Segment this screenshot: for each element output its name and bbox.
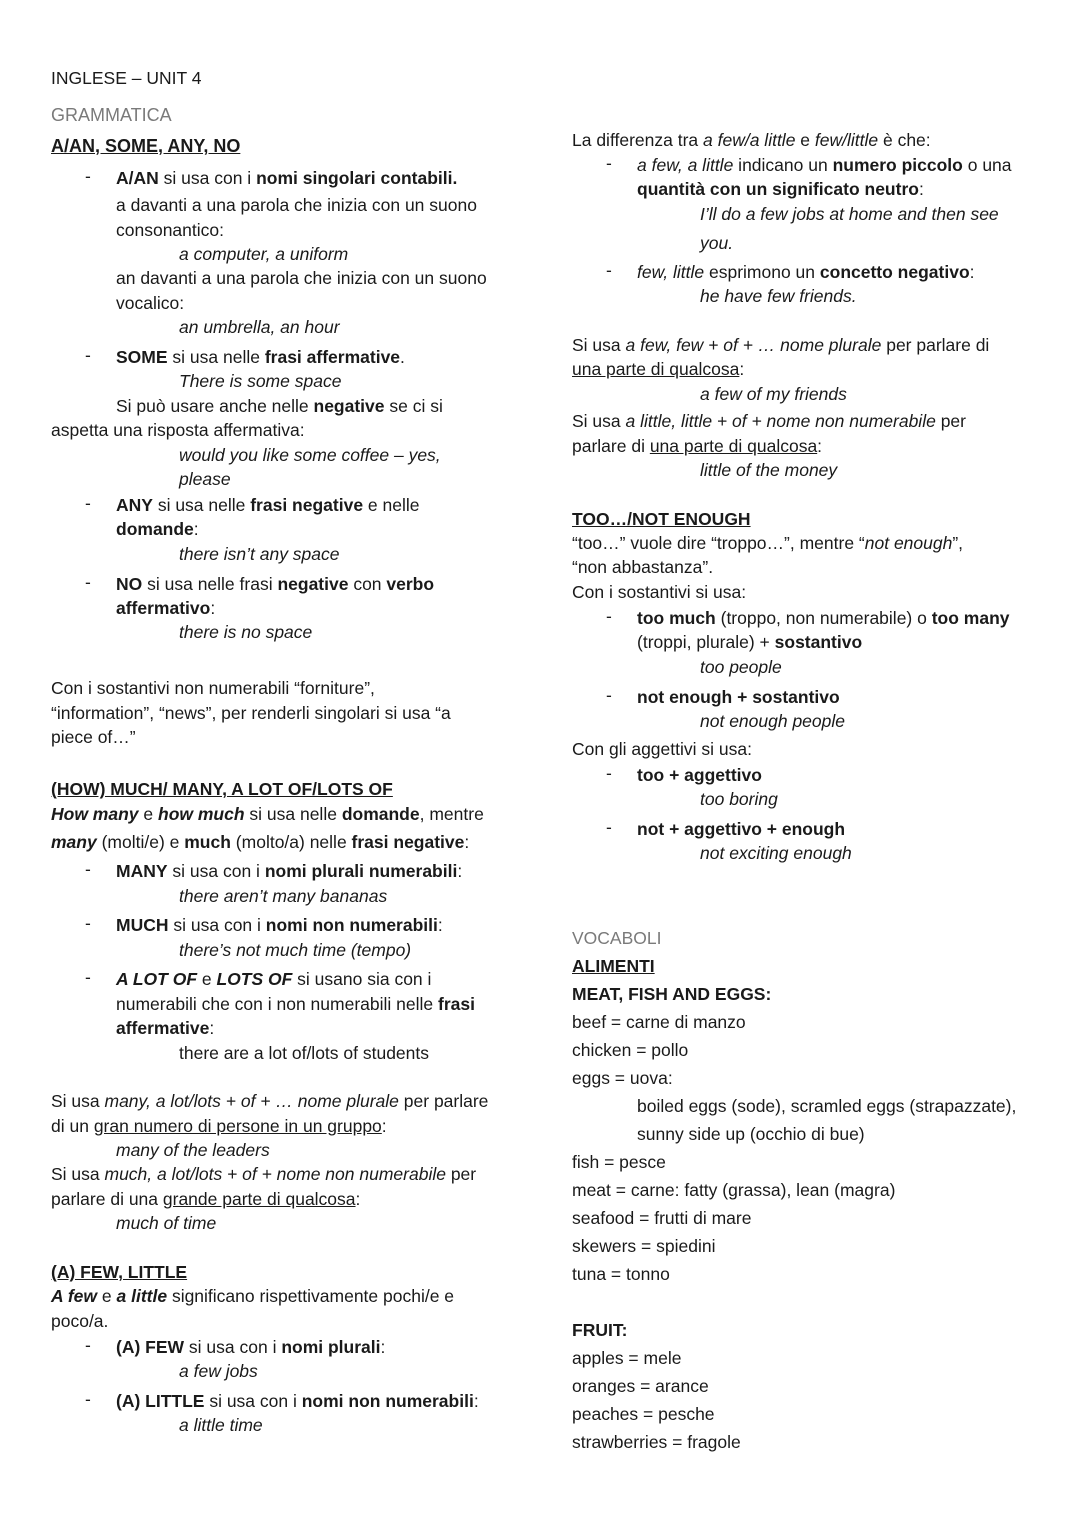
some-example2-line2: please [179, 469, 231, 489]
vocab-item: skewers = spiedini [572, 1236, 716, 1256]
diff-example2: he have few friends. [700, 286, 857, 306]
little-rule: (A) LITTLE si usa con i nomi non numerabili: [116, 1391, 479, 1411]
diff-point1-line2: quantità con un significato neutro: [637, 179, 924, 199]
too-much-many-line2: (troppi, plurale) + sostantivo [637, 632, 863, 652]
no-example: there is no space [179, 622, 313, 642]
any-rule-line2: domande: [116, 519, 199, 539]
group-note-line1: Si usa many, a lot/lots + of + … nome plurale per parlare [51, 1091, 489, 1111]
page-title: INGLESE – UNIT 4 [51, 68, 202, 88]
few-intro-line1: A few e a little significano rispettivamente pochi/e e [51, 1286, 455, 1306]
diff-point1-line1: a few, a little indicano un numero piccolo o una [637, 155, 1012, 175]
egg-types-line2: sunny side up (occhio di bue) [637, 1124, 865, 1144]
much-intro-line2: many (molti/e) e much (molto/a) nelle frasi negative: [51, 832, 470, 852]
bullet-dash: - [85, 1389, 91, 1409]
heading-aan: A/AN, SOME, ANY, NO [51, 136, 241, 156]
heading-much-many: (HOW) MUCH/ MANY, A LOT OF/LOTS OF [51, 779, 393, 799]
some-note-line2: aspetta una risposta affermativa: [51, 420, 305, 440]
bullet-dash: - [85, 345, 91, 365]
too-adj-label: Con gli aggettivi si usa: [572, 739, 752, 759]
some-example: There is some space [179, 371, 342, 391]
vocab-item: chicken = pollo [572, 1040, 689, 1060]
piece-note-line2: “information”, “news”, per renderli singolari si usa “a [51, 703, 451, 723]
group-note-line2: di un gran numero di persone in un gruppo: [51, 1116, 387, 1136]
diff-intro: La differenza tra a few/a little e few/little è che: [572, 130, 931, 150]
vocab-item: tuna = tonno [572, 1264, 670, 1284]
too-adj-rule: too + aggettivo [637, 765, 762, 785]
bullet-dash: - [606, 606, 612, 626]
few-intro-line2: poco/a. [51, 1311, 109, 1331]
little-part-example: little of the money [700, 460, 838, 480]
some-example2-line1: would you like some coffee – yes, [179, 445, 441, 465]
any-example: there isn’t any space [179, 544, 340, 564]
bullet-dash: - [85, 859, 91, 879]
bullet-dash: - [85, 166, 91, 186]
lot-example: there are a lot of/lots of students [179, 1043, 430, 1063]
vocab-item: apples = mele [572, 1348, 682, 1368]
bullet-dash: - [606, 260, 612, 280]
no-rule-line2: affermativo: [116, 598, 216, 618]
vocab-item: strawberries = fragole [572, 1432, 741, 1452]
a-rule-line2: consonantico: [116, 220, 224, 240]
few-rule: (A) FEW si usa con i nomi plurali: [116, 1337, 386, 1357]
bullet-dash: - [606, 153, 612, 173]
few-part-line2: una parte di qualcosa: [572, 359, 745, 379]
heading-few-little: (A) FEW, LITTLE [51, 1262, 188, 1282]
heading-alimenti: ALIMENTI [572, 956, 655, 976]
too-much-many-line1: too much (troppo, non numerabile) o too many [637, 608, 1010, 628]
bullet-dash: - [85, 493, 91, 513]
much-intro-line1: How many e how much si usa nelle domande, mentre [51, 804, 484, 824]
some-rule: SOME si usa nelle frasi affermative. [116, 347, 405, 367]
not-enough-noun-example: not enough people [700, 711, 845, 731]
too-noun-example: too people [700, 657, 782, 677]
little-part-line1: Si usa a little, little + of + nome non numerabile per [572, 411, 966, 431]
not-adj-enough-rule: not + aggettivo + enough [637, 819, 846, 839]
many-rule: MANY si usa con i nomi plurali numerabili: [116, 861, 463, 881]
bullet-dash: - [85, 1335, 91, 1355]
many-example: there aren’t many bananas [179, 886, 388, 906]
vocab-item: meat = carne: fatty (grassa), lean (magra) [572, 1180, 896, 1200]
lot-rule: A LOT OF e LOTS OF si usano sia con i [116, 969, 432, 989]
vocab-item: fish = pesce [572, 1152, 666, 1172]
much-example: there’s not much time (tempo) [179, 940, 412, 960]
too-intro-line2: “non abbastanza”. [572, 557, 714, 577]
bullet-dash: - [606, 685, 612, 705]
not-adj-enough-example: not exciting enough [700, 843, 852, 863]
few-part-example: a few of my friends [700, 384, 847, 404]
few-example: a few jobs [179, 1361, 258, 1381]
bullet-dash: - [85, 967, 91, 987]
part-note-line1: Si usa much, a lot/lots + of + nome non numerabile per [51, 1164, 477, 1184]
heading-fruit: FRUIT: [572, 1320, 628, 1340]
an-example: an umbrella, an hour [179, 317, 340, 337]
a-rule-line1: a davanti a una parola che inizia con un suono [116, 195, 477, 215]
heading-too-enough: TOO…/NOT ENOUGH [572, 509, 751, 529]
group-example: many of the leaders [116, 1140, 270, 1160]
bullet-dash: - [606, 817, 612, 837]
lot-rule-line3: affermative: [116, 1018, 215, 1038]
piece-note-line3: piece of…” [51, 727, 136, 747]
too-adj-example: too boring [700, 789, 778, 809]
some-note-line1: Si può usare anche nelle negative se ci si [116, 396, 443, 416]
bullet-dash: - [85, 572, 91, 592]
little-part-line2: parlare di una parte di qualcosa: [572, 436, 823, 456]
a-example: a computer, a uniform [179, 244, 349, 264]
any-rule: ANY si usa nelle frasi negative e nelle [116, 495, 420, 515]
no-rule: NO si usa nelle frasi negative con verbo [116, 574, 435, 594]
bullet-dash: - [606, 763, 612, 783]
much-rule: MUCH si usa con i nomi non numerabili: [116, 915, 443, 935]
vocab-item: eggs = uova: [572, 1068, 673, 1088]
vocab-item: peaches = pesche [572, 1404, 715, 1424]
an-rule-line1: an davanti a una parola che inizia con un suono [116, 268, 487, 288]
vocab-item: oranges = arance [572, 1376, 709, 1396]
lot-rule-line2: numerabili che con i non numerabili nelle frasi [116, 994, 475, 1014]
section-vocaboli: VOCABOLI [572, 928, 662, 948]
not-enough-noun: not enough + sostantivo [637, 687, 840, 707]
diff-example1-line1: I’ll do a few jobs at home and then see [700, 204, 999, 224]
part-example: much of time [116, 1213, 217, 1233]
aan-rule: A/AN si usa con i nomi singolari contabili. [116, 168, 458, 188]
too-intro-line1: “too…” vuole dire “troppo…”, mentre “not enough”, [572, 533, 964, 553]
part-note-line2: parlare di una grande parte di qualcosa: [51, 1189, 361, 1209]
piece-note-line1: Con i sostantivi non numerabili “forniture”, [51, 678, 375, 698]
bullet-dash: - [85, 913, 91, 933]
egg-types-line1: boiled eggs (sode), scramled eggs (strapazzate), [637, 1096, 1017, 1116]
heading-meat-fish-eggs: MEAT, FISH AND EGGS: [572, 984, 772, 1004]
section-grammatica: GRAMMATICA [51, 105, 172, 125]
vocab-item: beef = carne di manzo [572, 1012, 746, 1032]
too-nouns-label: Con i sostantivi si usa: [572, 582, 747, 602]
little-example: a little time [179, 1415, 263, 1435]
diff-point2: few, little esprimono un concetto negativo: [637, 262, 975, 282]
diff-example1-line2: you. [700, 233, 734, 253]
an-rule-line2: vocalico: [116, 293, 185, 313]
few-part-line1: Si usa a few, few + of + … nome plurale per parlare di [572, 335, 990, 355]
vocab-item: seafood = frutti di mare [572, 1208, 752, 1228]
